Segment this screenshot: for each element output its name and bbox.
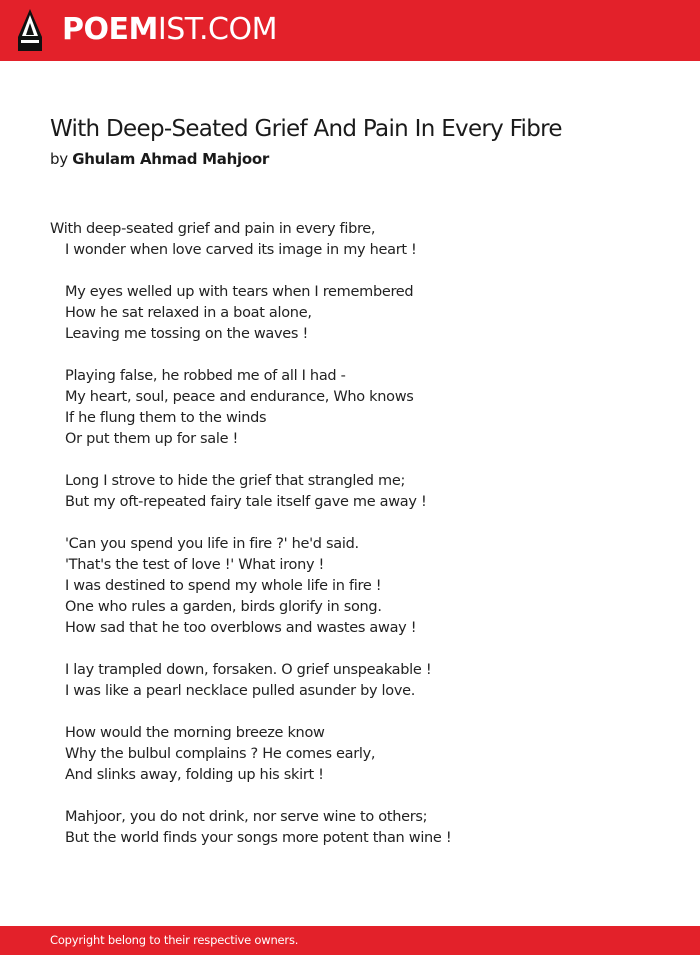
copyright-text: Copyright belong to their respective owners. <box>50 933 299 947</box>
stanza-break <box>50 702 650 723</box>
poem-line: How sad that he too overblows and wastes away ! <box>65 620 417 636</box>
poem-line: Why the bulbul complains ? He comes early, <box>65 746 376 762</box>
poem-line: If he flung them to the winds <box>65 410 267 426</box>
byline <box>50 150 269 168</box>
site-logo[interactable] <box>62 12 277 48</box>
poem-line: And slinks away, folding up his skirt ! <box>65 767 324 783</box>
stanza-break <box>50 450 650 471</box>
poem-line: But my oft-repeated fairy tale itself gave me away ! <box>65 494 427 510</box>
poem-line: 'Can you spend you life in fire ?' he'd said. <box>65 536 359 552</box>
site-footer <box>0 926 700 955</box>
logo-bold-text: POEM <box>62 12 158 47</box>
logo-light-text: IST.COM <box>157 12 277 47</box>
poem-line: I wonder when love carved its image in my heart ! <box>65 242 417 258</box>
poem-line: Leaving me tossing on the waves ! <box>65 326 308 342</box>
author-name: Ghulam Ahmad Mahjoor <box>72 150 269 168</box>
poem-line: Mahjoor, you do not drink, nor serve wine to others; <box>65 809 428 825</box>
poem-line: I lay trampled down, forsaken. O grief unspeakable ! <box>65 662 432 678</box>
poem-line: How would the morning breeze know <box>65 725 325 741</box>
poem-line: I was like a pearl necklace pulled asunder by love. <box>65 683 416 699</box>
stanza-break <box>50 786 650 807</box>
poem-title: With Deep-Seated Grief And Pain In Every Fibre <box>50 116 562 142</box>
by-label: by <box>50 150 68 168</box>
stanza-break <box>50 639 650 660</box>
poem-line: I was destined to spend my whole life in fire ! <box>65 578 382 594</box>
poem-line: My eyes welled up with tears when I remembered <box>65 284 414 300</box>
stanza-break <box>50 345 650 366</box>
poem-line: Or put them up for sale ! <box>65 431 239 447</box>
poem-body <box>50 219 650 849</box>
poem-line: 'That's the test of love !' What irony ! <box>65 557 325 573</box>
poem-line: But the world finds your songs more potent than wine ! <box>65 830 452 846</box>
poem-line: Long I strove to hide the grief that strangled me; <box>65 473 406 489</box>
poem-line: My heart, soul, peace and endurance, Who knows <box>65 389 414 405</box>
stanza-break <box>50 261 650 282</box>
poem-line: With deep-seated grief and pain in every fibre, <box>50 221 376 237</box>
poem-line: How he sat relaxed in a boat alone, <box>65 305 312 321</box>
pencil-tip-icon[interactable] <box>18 9 42 51</box>
poem-line: One who rules a garden, birds glorify in song. <box>65 599 382 615</box>
poem-line: Playing false, he robbed me of all I had - <box>65 368 346 384</box>
stanza-break <box>50 513 650 534</box>
site-header <box>0 0 700 61</box>
